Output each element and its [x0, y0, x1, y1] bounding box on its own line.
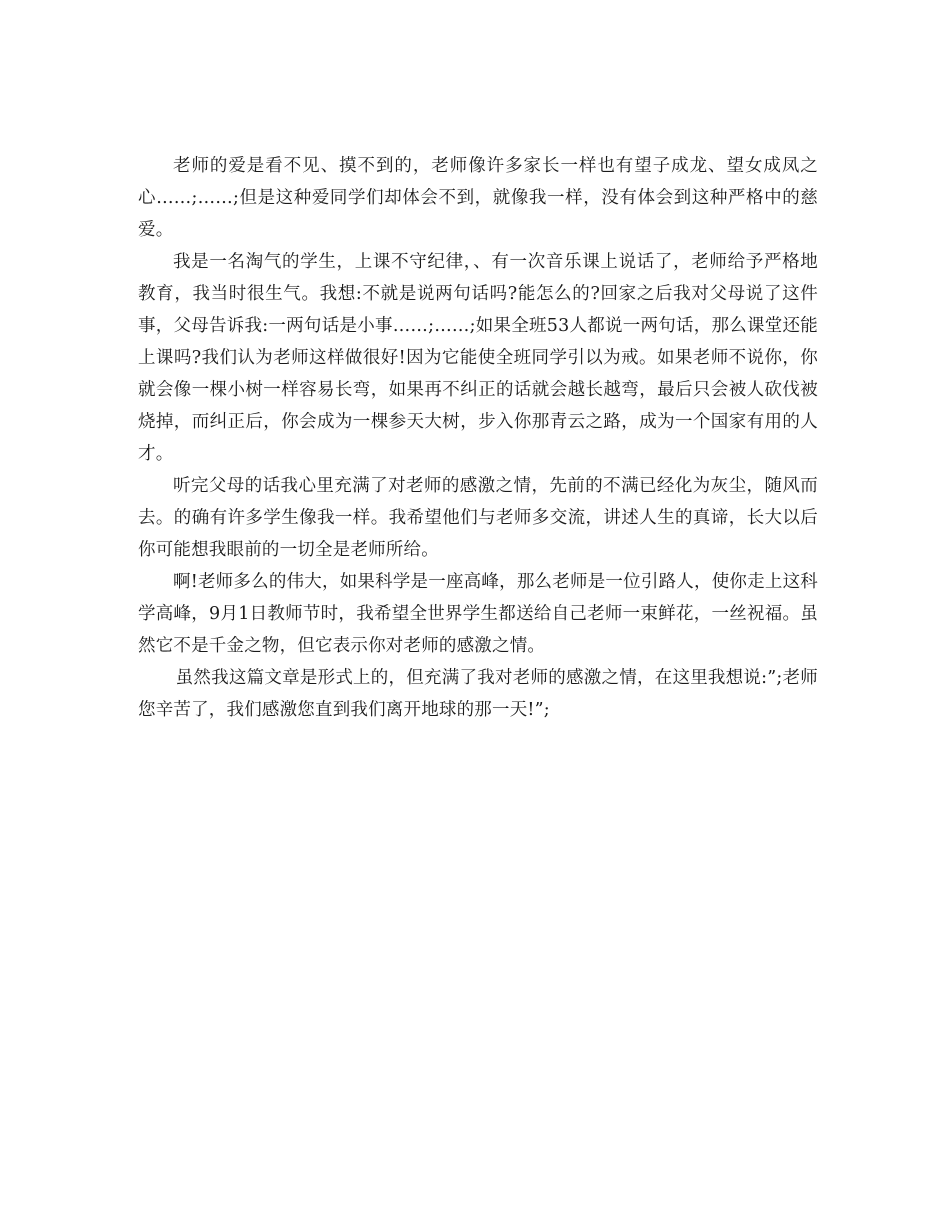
- paragraph-2: 我是一名淘气的学生，上课不守纪律，、有一次音乐课上说话了，老师给予严格地教育，我当时很生气。我想:不就是说两句话吗?能怎么的?回家之后我对父母说了这件事，父母告诉我:一两句话是小事……;……;如果全班53人都说一两句话，那么课堂还能上课吗?我们认为老师这样做很好!因为它能使全班同学引以为戒。如果老师不说你，你就会像一棵小树一样容易长弯，如果再不纠正的话就会越长越弯，最后只会被人砍伐被烧掉，而纠正后，你会成为一棵参天大树，步入你那青云之路，成为一个国家有用的人才。: [138, 252, 818, 464]
- paragraph-5: 虽然我这篇文章是形式上的，但充满了我对老师的感激之情，在这里我想说:”;老师您辛苦了，我们感激您直到我们离开地球的那一天!”;: [138, 668, 818, 720]
- document-body: [138, 150, 818, 726]
- paragraph-3: 听完父母的话我心里充满了对老师的感激之情，先前的不满已经化为灰尘，随风而去。的确有许多学生像我一样。我希望他们与老师多交流，讲述人生的真谛，长大以后你可能想我眼前的一切全是老师所给。: [138, 476, 818, 560]
- paragraph-4: 啊!老师多么的伟大，如果科学是一座高峰，那么老师是一位引路人，使你走上这科学高峰，9月1日教师节时，我希望全世界学生都送给自己老师一束鲜花，一丝祝福。虽然它不是千金之物，但它表示你对老师的感激之情。: [138, 572, 818, 656]
- paragraph-1: 老师的爱是看不见、摸不到的，老师像许多家长一样也有望子成龙、望女成凤之心……;……;但是这种爱同学们却体会不到，就像我一样，没有体会到这种严格中的慈爱。: [138, 156, 818, 240]
